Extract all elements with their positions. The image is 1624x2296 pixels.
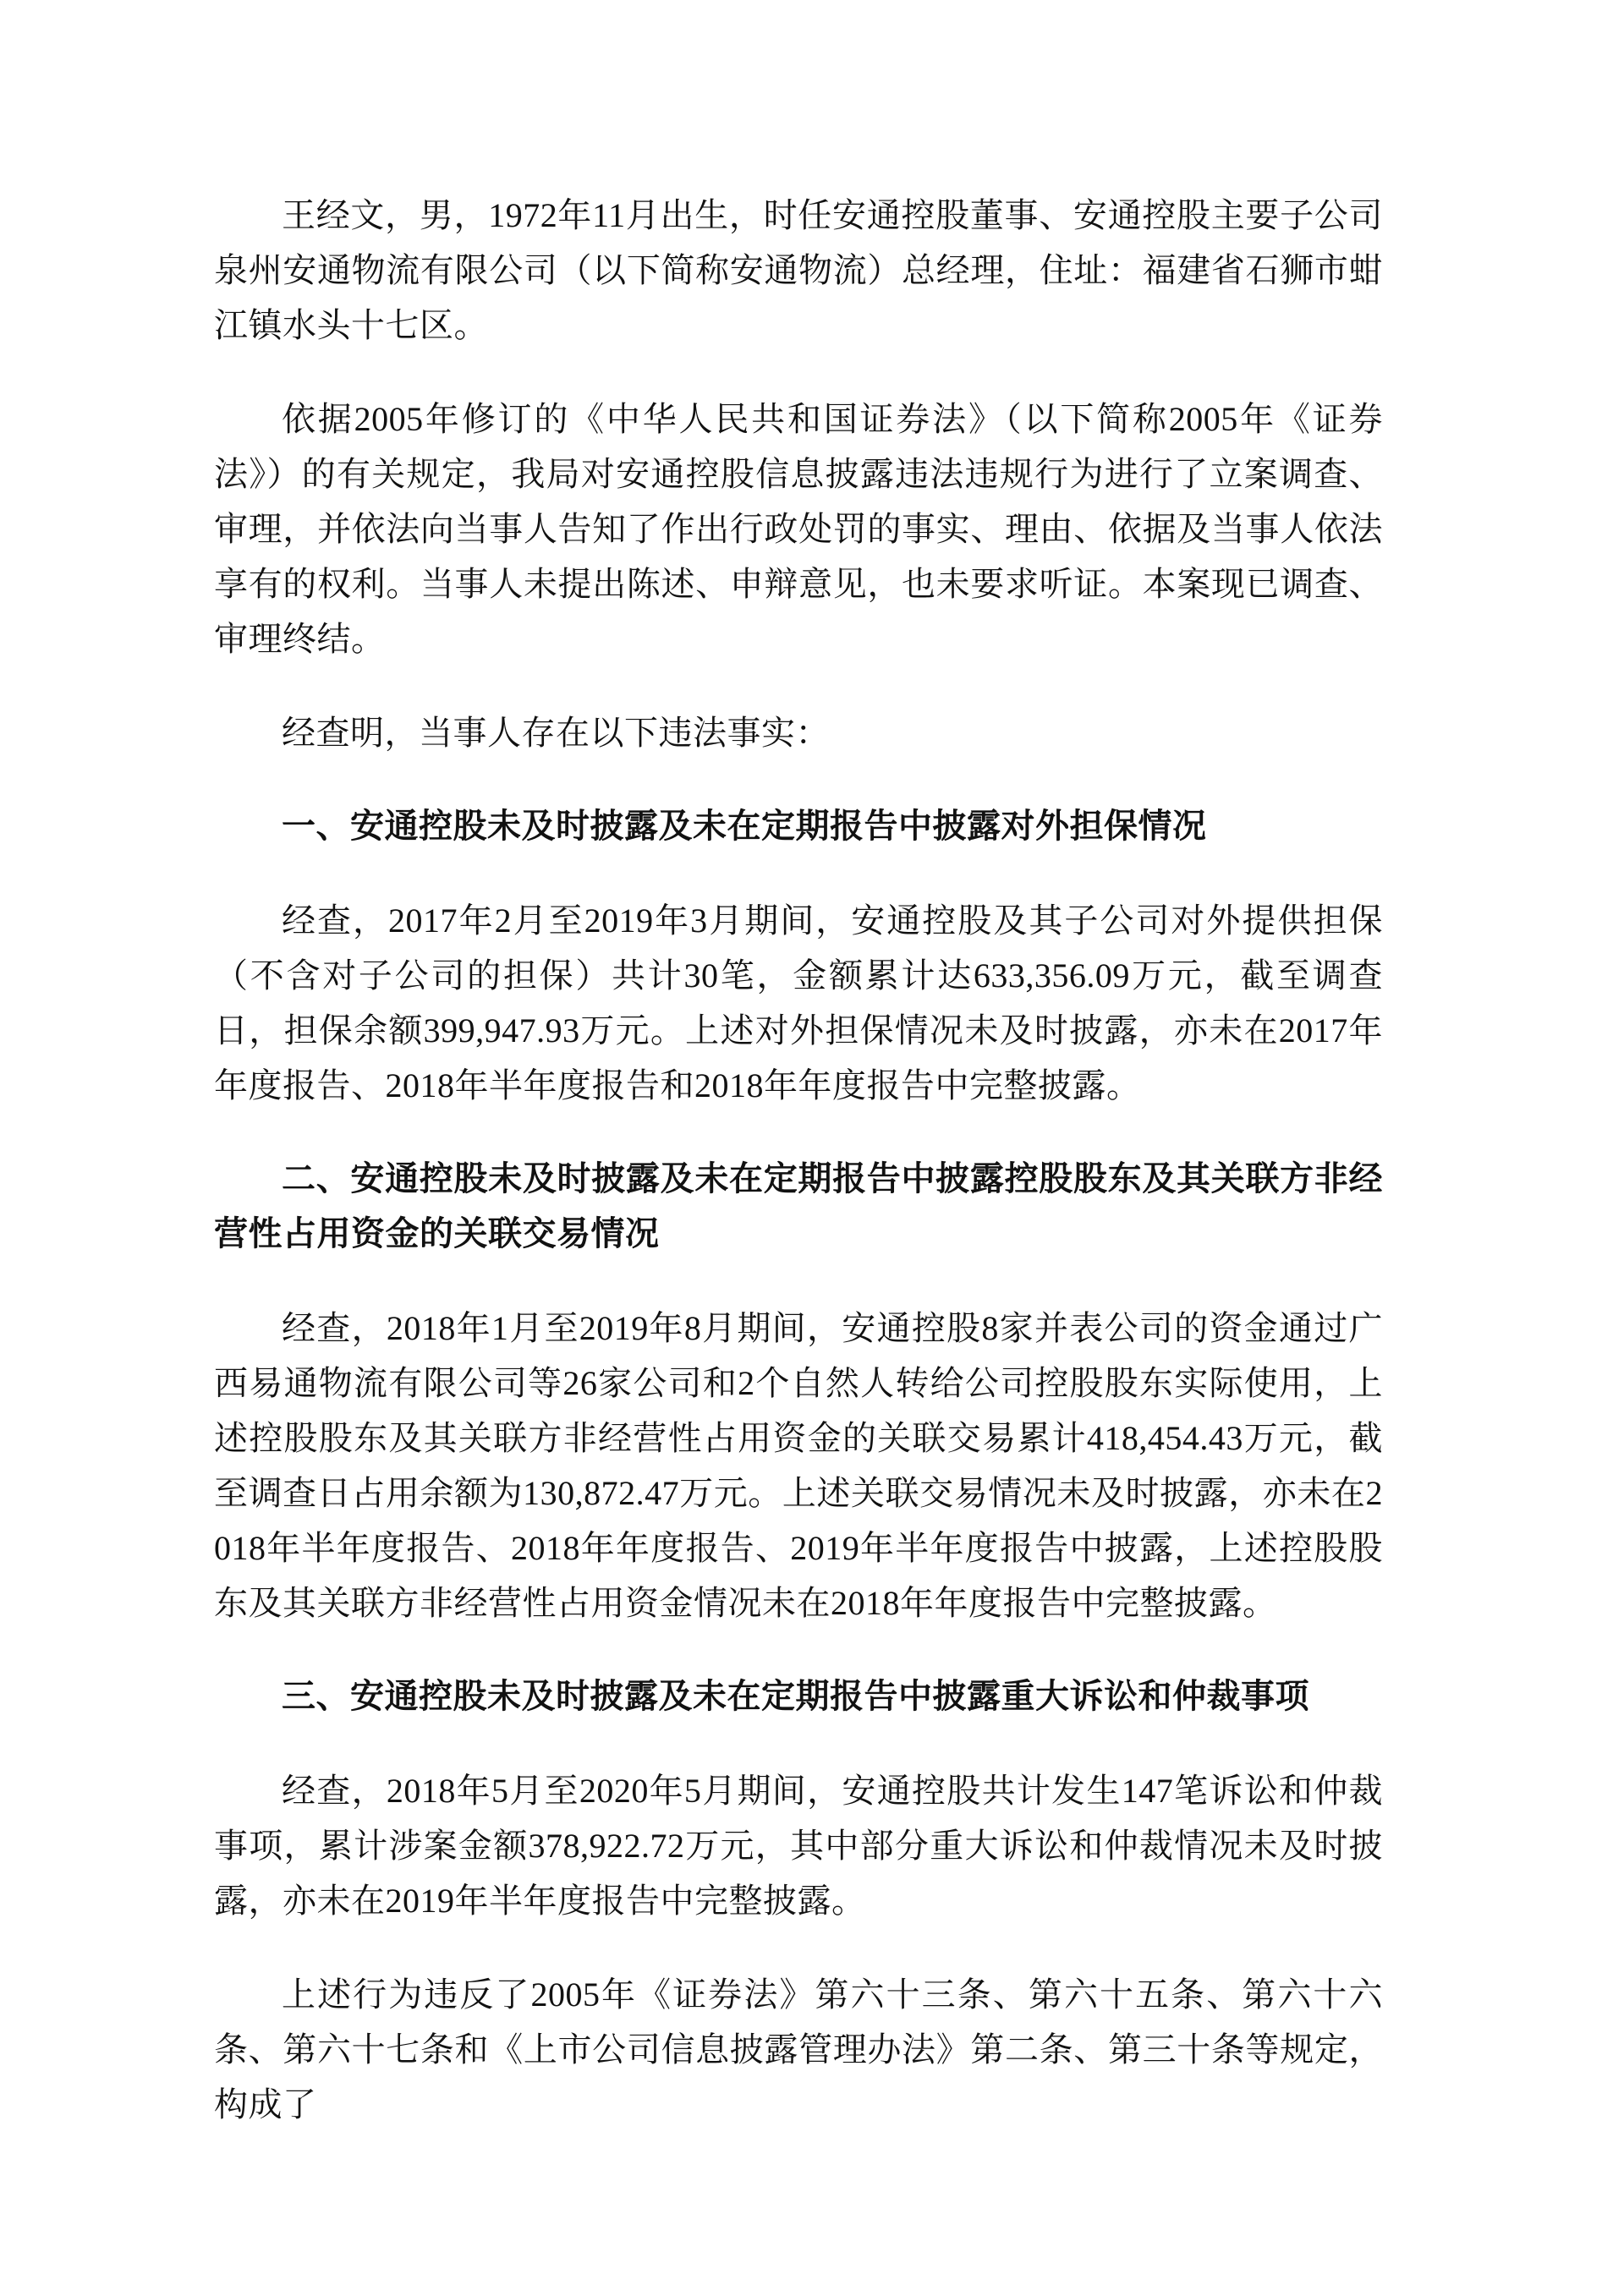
paragraph-violation-conclusion: 上述行为违反了2005年《证券法》第六十三条、第六十五条、第六十六条、第六十七条和《上市公司信息披露管理办法》第二条、第三十条等规定，构成了 [214,1975,1383,2123]
document-body [214,188,1383,2132]
paragraph-facts-intro: 经查明，当事人存在以下违法事实： [282,714,830,752]
paragraph-legal-basis: 依据2005年修订的《中华人民共和国证券法》（以下简称2005年《证券法》）的有关规定，我局对安通控股信息披露违法违规行为进行了立案调查、审理，并依法向当事人告知了作出行政处罚的事实、理由、依据及当事人依法享有的权利。当事人未提出陈述、申辩意见，也未要求听证。本案现已调查、审理终结。 [214,400,1383,658]
section-heading-3: 三、安通控股未及时披露及未在定期报告中披露重大诉讼和仲裁事项 [282,1678,1309,1715]
section-heading-1: 一、安通控股未及时披露及未在定期报告中披露对外担保情况 [282,808,1207,845]
paragraph-person-info: 王经文，男，1972年11月出生，时任安通控股董事、安通控股主要子公司泉州安通物流有限公司（以下简称安通物流）总经理，住址：福建省石狮市蚶江镇水头十七区。 [214,196,1383,344]
section-heading-2: 二、安通控股未及时披露及未在定期报告中披露控股股东及其关联方非经营性占用资金的关联交易情况 [214,1160,1383,1252]
paragraph-related-transaction-facts: 经查，2018年1月至2019年8月期间，安通控股8家并表公司的资金通过广西易通物流有限公司等26家公司和2个自然人转给公司控股股东实际使用，上述控股股东及其关联方非经营性占用资金的关联交易累计418,454.43万元，截至调查日占用余额为130,872.47万元。上述关联交易情况未及时披露，亦未在2018年半年度报告、2018年年度报告、2019年半年度报告中披露，上述控股股东及其关联方非经营性占用资金情况未在2018年年度报告中完整披露。 [214,1309,1383,1622]
paragraph-litigation-facts: 经查，2018年5月至2020年5月期间，安通控股共计发生147笔诉讼和仲裁事项，累计涉案金额378,922.72万元，其中部分重大诉讼和仲裁情况未及时披露，亦未在2019年半年度报告中完整披露。 [214,1772,1383,1920]
paragraph-guarantee-facts: 经查，2017年2月至2019年3月期间，安通控股及其子公司对外提供担保（不含对子公司的担保）共计30笔，金额累计达633,356.09万元，截至调查日，担保余额399,947.93万元。上述对外担保情况未及时披露，亦未在2017年年度报告、2018年半年度报告和2018年年度报告中完整披露。 [214,901,1383,1104]
